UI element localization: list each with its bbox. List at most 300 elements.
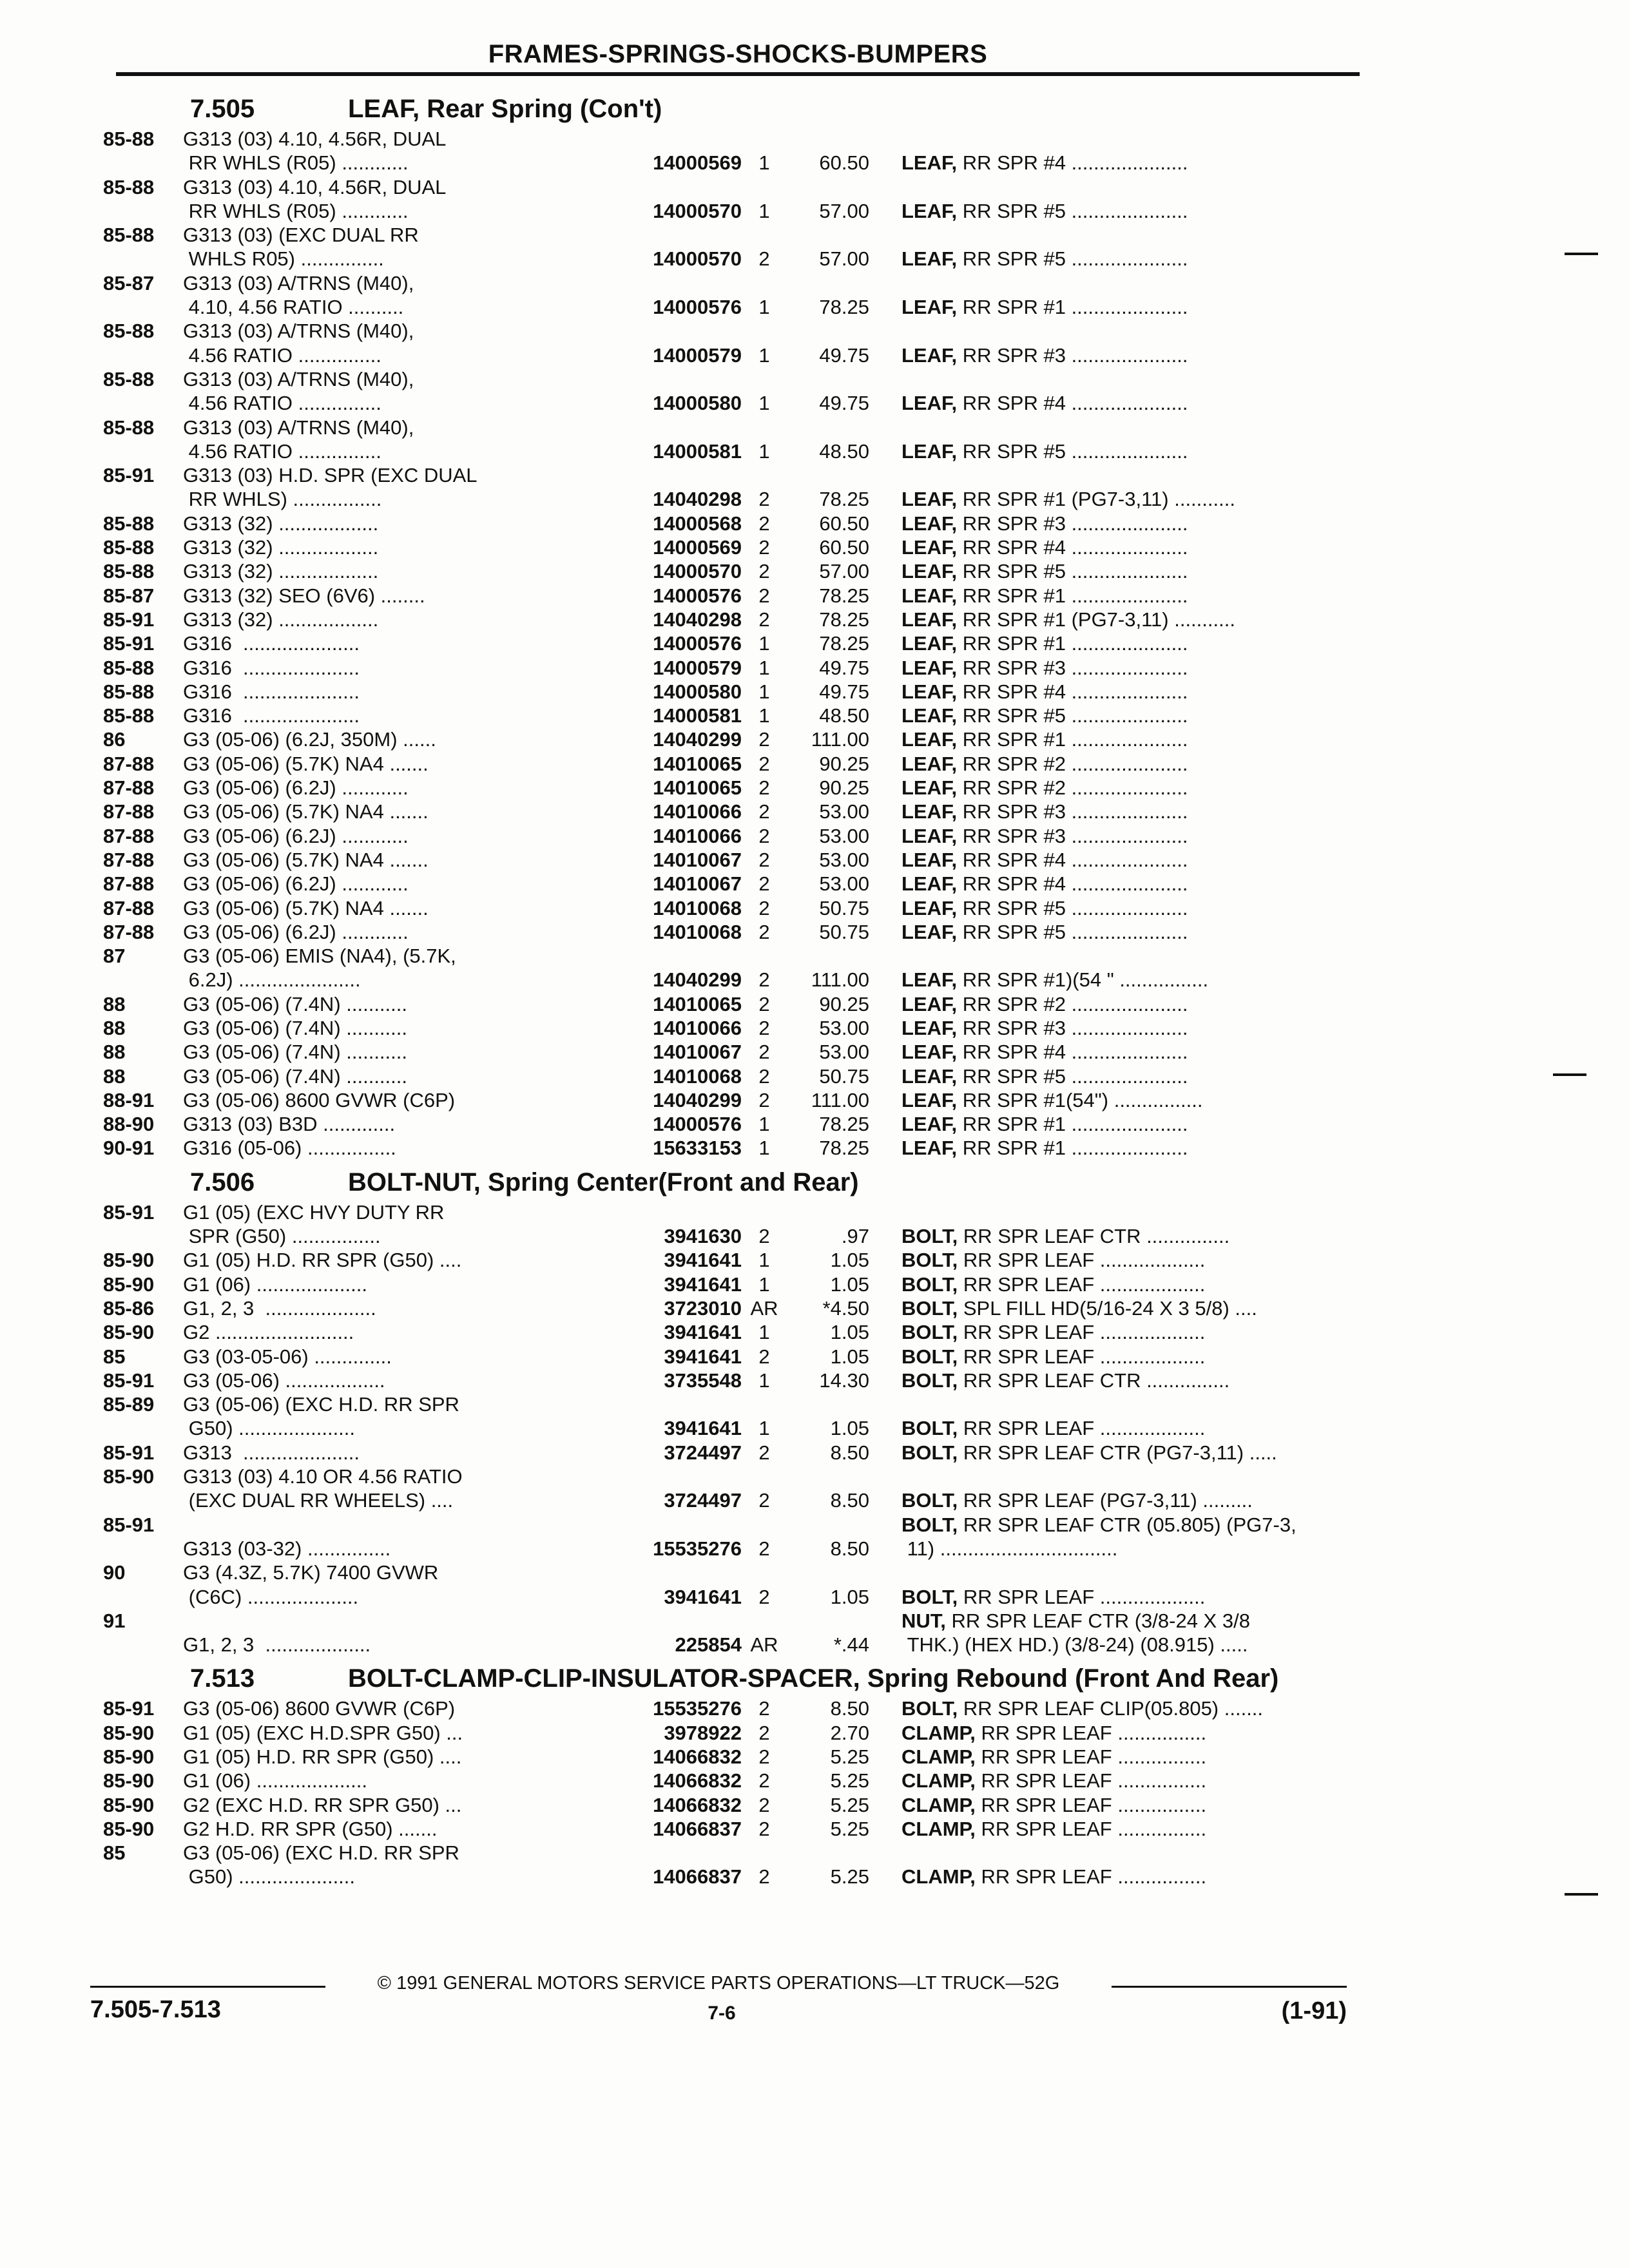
part-name-keyword: LEAF, bbox=[901, 968, 958, 992]
table-row bbox=[103, 1696, 1340, 1720]
quantity: 1 bbox=[758, 1113, 770, 1136]
price: 1.05 bbox=[830, 1417, 869, 1440]
quantity: 1 bbox=[758, 704, 770, 727]
part-name bbox=[901, 1769, 1373, 1792]
part-number: 14066837 bbox=[653, 1817, 742, 1840]
quantity: 1 bbox=[758, 1273, 770, 1296]
price: 90.25 bbox=[819, 776, 869, 800]
application-description: G3 (4.3Z, 5.7K) 7400 GVWR (C6C) .................... bbox=[183, 1561, 439, 1608]
table-row bbox=[103, 896, 1340, 920]
year-range: 85-88 bbox=[103, 536, 155, 559]
part-name-keyword: BOLT, bbox=[901, 1585, 958, 1608]
footer-rule-right bbox=[1112, 1986, 1347, 1988]
part-name-detail: RR SPR #4 ..................... bbox=[957, 151, 1188, 175]
table-row bbox=[103, 175, 1340, 224]
quantity: 1 bbox=[758, 1369, 770, 1392]
part-number: 14010066 bbox=[653, 1016, 742, 1039]
table-row bbox=[103, 727, 1340, 751]
part-name-keyword: BOLT, bbox=[901, 1345, 958, 1368]
part-number: 3941641 bbox=[664, 1249, 742, 1272]
part-number: 14000569 bbox=[653, 536, 742, 559]
table-row bbox=[103, 631, 1340, 655]
price: 57.00 bbox=[819, 199, 869, 222]
part-name-detail: RR SPR LEAF ................ bbox=[975, 1817, 1207, 1840]
application-description: G2 (EXC H.D. RR SPR G50) ... bbox=[183, 1793, 462, 1816]
part-name-detail: RR SPR LEAF ................... bbox=[958, 1321, 1206, 1344]
application-description: G313 (03) A/TRNS (M40), 4.56 RATIO ............... bbox=[183, 320, 414, 367]
application-description: G3 (05-06) (7.4N) ........... bbox=[183, 1041, 407, 1064]
table-row bbox=[103, 608, 1340, 631]
part-name-keyword: BOLT, bbox=[901, 1441, 958, 1464]
table-row bbox=[103, 1040, 1340, 1064]
quantity: 1 bbox=[758, 656, 770, 679]
application-description: G3 (05-06) (6.2J, 350M) ...... bbox=[183, 728, 436, 751]
part-name-keyword: LEAF, bbox=[901, 632, 958, 655]
part-name bbox=[901, 800, 1373, 823]
part-name bbox=[901, 776, 1373, 800]
part-name bbox=[901, 1721, 1373, 1745]
part-name bbox=[901, 1865, 1373, 1888]
price: 1.05 bbox=[830, 1321, 869, 1344]
price: 2.70 bbox=[830, 1721, 869, 1744]
application-description: G1 (05) H.D. RR SPR (G50) .... bbox=[183, 1745, 462, 1768]
application-description: G3 (05-06) (7.4N) ........... bbox=[183, 1016, 407, 1039]
part-name bbox=[901, 151, 1373, 175]
application-description: G313 (03) H.D. SPR (EXC DUAL RR WHLS) ................ bbox=[183, 464, 477, 511]
price: 8.50 bbox=[830, 1697, 869, 1720]
part-name-keyword: LEAF, bbox=[901, 728, 958, 751]
part-name-keyword: LEAF, bbox=[901, 247, 958, 271]
part-number: 14010068 bbox=[653, 1064, 742, 1088]
part-name-keyword: BOLT, bbox=[901, 1225, 958, 1248]
part-name-keyword: BOLT, bbox=[901, 1489, 958, 1512]
year-range: 87-88 bbox=[103, 896, 155, 919]
quantity: 2 bbox=[758, 488, 770, 511]
year-range: 85-89 bbox=[103, 1393, 155, 1416]
part-number: 14000579 bbox=[653, 656, 742, 679]
application-description: G1 (05) H.D. RR SPR (G50) .... bbox=[183, 1249, 462, 1272]
part-number: 14000581 bbox=[653, 704, 742, 727]
section-header bbox=[103, 1657, 1340, 1696]
part-name-detail: RR SPR #3 ..................... bbox=[957, 1016, 1188, 1039]
table-row bbox=[103, 1609, 1340, 1657]
application-description: G1 (05) (EXC HVY DUTY RR SPR (G50) ................ bbox=[183, 1200, 445, 1248]
part-name-keyword: CLAMP, bbox=[901, 1793, 976, 1816]
part-name-keyword: LEAF, bbox=[901, 1064, 958, 1088]
price: 50.75 bbox=[819, 896, 869, 919]
price: 53.00 bbox=[819, 872, 869, 896]
year-range: 85-91 bbox=[103, 1369, 155, 1392]
price: 49.75 bbox=[819, 656, 869, 679]
part-name bbox=[901, 872, 1373, 896]
part-name bbox=[901, 1416, 1373, 1440]
part-name-detail: RR SPR #1 (PG7-3,11) ........... bbox=[957, 488, 1235, 511]
price: 5.25 bbox=[830, 1769, 869, 1792]
part-name-detail: RR SPR #1 ..................... bbox=[957, 296, 1188, 319]
application-description: G3 (05-06) 8600 GVWR (C6P) bbox=[183, 1088, 456, 1111]
year-range: 85-88 bbox=[103, 175, 155, 198]
part-name-detail: RR SPR #2 ..................... bbox=[957, 752, 1188, 775]
part-name-keyword: LEAF, bbox=[901, 704, 958, 727]
title-rule bbox=[116, 72, 1360, 76]
section-title: BOLT-CLAMP-CLIP-INSULATOR-SPACER, Spring Rebound (Front And Rear) bbox=[348, 1664, 1279, 1693]
parts-catalog bbox=[103, 87, 1340, 1889]
part-name-keyword: BOLT, bbox=[901, 1417, 958, 1440]
part-number: 14010065 bbox=[653, 752, 742, 775]
part-name-keyword: LEAF, bbox=[901, 439, 958, 463]
table-row bbox=[103, 656, 1340, 680]
part-name bbox=[901, 535, 1373, 559]
part-name-keyword: LEAF, bbox=[901, 992, 958, 1015]
year-range: 85-88 bbox=[103, 560, 155, 583]
part-name-keyword: CLAMP, bbox=[901, 1721, 976, 1744]
year-range: 85-88 bbox=[103, 704, 155, 727]
part-number: 14000568 bbox=[653, 512, 742, 535]
table-row bbox=[103, 1248, 1340, 1272]
quantity: 2 bbox=[758, 512, 770, 535]
part-number: 14000581 bbox=[653, 439, 742, 463]
part-name bbox=[901, 1136, 1373, 1160]
application-description: G3 (05-06) (6.2J) ............ bbox=[183, 776, 409, 800]
price: 49.75 bbox=[819, 680, 869, 703]
quantity: 2 bbox=[758, 1793, 770, 1816]
part-name-detail: RR SPR #3 ..................... bbox=[957, 343, 1188, 367]
application-description: G1, 2, 3 ................... bbox=[183, 1633, 371, 1657]
year-range: 88 bbox=[103, 992, 126, 1015]
application-description: G1 (06) .................... bbox=[183, 1273, 367, 1296]
part-name bbox=[901, 1585, 1373, 1609]
application-description: G3 (05-06) EMIS (NA4), (5.7K, 6.2J) ...................... bbox=[183, 945, 456, 992]
part-name bbox=[901, 1320, 1373, 1344]
part-name-detail: RR SPR LEAF (PG7-3,11) ......... bbox=[958, 1489, 1253, 1512]
part-name bbox=[901, 1112, 1373, 1136]
footer-section-range: 7.505-7.513 bbox=[90, 1996, 221, 2023]
price: *4.50 bbox=[822, 1296, 869, 1320]
table-row bbox=[103, 1200, 1340, 1249]
quantity: 2 bbox=[758, 1817, 770, 1840]
price: 53.00 bbox=[819, 1041, 869, 1064]
part-name-detail: RR SPR #5 ..................... bbox=[957, 896, 1188, 919]
year-range: 85-88 bbox=[103, 224, 155, 247]
quantity: 1 bbox=[758, 392, 770, 415]
part-name bbox=[901, 1369, 1373, 1392]
price: 78.25 bbox=[819, 1137, 869, 1160]
price: 78.25 bbox=[819, 1113, 869, 1136]
part-number: 14010065 bbox=[653, 992, 742, 1015]
application-description: G3 (05-06) (6.2J) ............ bbox=[183, 824, 409, 847]
year-range: 87-88 bbox=[103, 776, 155, 800]
part-name bbox=[901, 631, 1373, 655]
part-number: 14040298 bbox=[653, 488, 742, 511]
part-name-keyword: LEAF, bbox=[901, 824, 958, 847]
price: .97 bbox=[841, 1225, 869, 1248]
application-description: G1 (06) .................... bbox=[183, 1769, 367, 1792]
application-description: G3 (05-06) (6.2J) ............ bbox=[183, 920, 409, 943]
year-range: 86 bbox=[103, 728, 126, 751]
table-row bbox=[103, 1016, 1340, 1040]
part-number: 14010068 bbox=[653, 920, 742, 943]
part-number: 3941630 bbox=[664, 1225, 742, 1248]
table-row bbox=[103, 752, 1340, 776]
quantity: 2 bbox=[758, 872, 770, 896]
year-range: 87 bbox=[103, 945, 126, 968]
part-name-detail: RR SPR LEAF ................... bbox=[958, 1249, 1206, 1272]
quantity: 2 bbox=[758, 968, 770, 992]
table-row bbox=[103, 1817, 1340, 1841]
part-number: 3724497 bbox=[664, 1441, 742, 1464]
part-number: 3941641 bbox=[664, 1345, 742, 1368]
quantity: 2 bbox=[758, 1489, 770, 1512]
part-name-detail: SPL FILL HD(5/16-24 X 3 5/8) .... bbox=[958, 1296, 1257, 1320]
application-description: G2 ......................... bbox=[183, 1321, 354, 1344]
part-name-keyword: LEAF, bbox=[901, 343, 958, 367]
part-name-keyword: LEAF, bbox=[901, 488, 958, 511]
part-name bbox=[901, 1224, 1373, 1248]
price: 78.25 bbox=[819, 584, 869, 607]
part-number: 14040298 bbox=[653, 608, 742, 631]
part-number: 3724497 bbox=[664, 1489, 742, 1512]
quantity: AR bbox=[750, 1296, 778, 1320]
part-name bbox=[901, 1088, 1373, 1112]
year-range: 85-88 bbox=[103, 656, 155, 679]
part-name bbox=[901, 1016, 1373, 1040]
part-name bbox=[901, 343, 1373, 367]
year-range: 85-91 bbox=[103, 632, 155, 655]
price: 78.25 bbox=[819, 632, 869, 655]
part-name bbox=[901, 1793, 1373, 1817]
page-title: FRAMES-SPRINGS-SHOCKS-BUMPERS bbox=[488, 40, 988, 68]
part-name bbox=[901, 992, 1373, 1016]
application-description: G313 (03) A/TRNS (M40), 4.10, 4.56 RATIO .......... bbox=[183, 271, 414, 319]
year-range: 87-88 bbox=[103, 752, 155, 775]
application-description: G313 (03) A/TRNS (M40), 4.56 RATIO ............... bbox=[183, 416, 414, 463]
price: 50.75 bbox=[819, 920, 869, 943]
part-name-keyword: LEAF, bbox=[901, 752, 958, 775]
application-description: G313 (32) SEO (6V6) ........ bbox=[183, 584, 425, 607]
table-row bbox=[103, 271, 1340, 320]
year-range: 85 bbox=[103, 1345, 126, 1368]
table-row bbox=[103, 1273, 1340, 1296]
quantity: 2 bbox=[758, 1769, 770, 1792]
application-description: G3 (05-06) (5.7K) NA4 ....... bbox=[183, 800, 429, 823]
part-name bbox=[901, 968, 1373, 992]
table-row bbox=[103, 1721, 1340, 1745]
part-number: 3941641 bbox=[664, 1273, 742, 1296]
quantity: 2 bbox=[758, 1016, 770, 1039]
part-name bbox=[901, 487, 1373, 511]
quantity: 2 bbox=[758, 1041, 770, 1064]
application-description: G3 (05-06) (7.4N) ........... bbox=[183, 1064, 407, 1088]
part-number: 14010067 bbox=[653, 1041, 742, 1064]
year-range: 85-88 bbox=[103, 128, 155, 150]
price: 111.00 bbox=[811, 1088, 869, 1111]
part-name-detail: RR SPR LEAF ................... bbox=[958, 1273, 1206, 1296]
part-name-keyword: BOLT, bbox=[901, 1249, 958, 1272]
year-range: 88 bbox=[103, 1016, 126, 1039]
part-number: 14010068 bbox=[653, 896, 742, 919]
quantity: 2 bbox=[758, 1064, 770, 1088]
table-row bbox=[103, 1112, 1340, 1136]
part-name-detail: RR SPR LEAF ................ bbox=[975, 1793, 1207, 1816]
part-name bbox=[901, 439, 1373, 463]
part-name bbox=[901, 848, 1373, 872]
quantity: 2 bbox=[758, 1865, 770, 1888]
price: 8.50 bbox=[830, 1489, 869, 1512]
year-range: 85-90 bbox=[103, 1249, 155, 1272]
part-number: 14010067 bbox=[653, 872, 742, 896]
part-name-keyword: LEAF, bbox=[901, 1016, 958, 1039]
price: 53.00 bbox=[819, 1016, 869, 1039]
part-number: 14000580 bbox=[653, 392, 742, 415]
application-description: G3 (05-06) (EXC H.D. RR SPR G50) ..................... bbox=[183, 1841, 459, 1888]
part-name bbox=[901, 727, 1373, 751]
part-name-detail: RR SPR #4 ..................... bbox=[957, 848, 1188, 871]
price: 53.00 bbox=[819, 824, 869, 847]
price: 111.00 bbox=[811, 728, 869, 751]
price: 8.50 bbox=[830, 1441, 869, 1464]
year-range: 85-91 bbox=[103, 1697, 155, 1720]
quantity: 1 bbox=[758, 1137, 770, 1160]
part-name-detail: RR SPR LEAF ................... bbox=[958, 1345, 1206, 1368]
application-description: G313 (03) (EXC DUAL RR WHLS R05) ............... bbox=[183, 224, 419, 271]
application-description: G313 (32) .................. bbox=[183, 512, 379, 535]
part-name-detail: RR SPR #1)(54 " ................ bbox=[957, 968, 1209, 992]
quantity: 2 bbox=[758, 560, 770, 583]
application-description: G313 (32) .................. bbox=[183, 536, 379, 559]
margin-mark bbox=[1565, 1893, 1598, 1896]
application-description: G2 H.D. RR SPR (G50) ....... bbox=[183, 1817, 438, 1840]
part-number: 3941641 bbox=[664, 1417, 742, 1440]
part-name bbox=[901, 1513, 1373, 1561]
application-description: G313 (32) .................. bbox=[183, 560, 379, 583]
part-number: 3978922 bbox=[664, 1721, 742, 1744]
quantity: 1 bbox=[758, 1249, 770, 1272]
quantity: 2 bbox=[758, 536, 770, 559]
quantity: 1 bbox=[758, 151, 770, 175]
application-description: G1, 2, 3 .................... bbox=[183, 1296, 376, 1320]
part-name-keyword: LEAF, bbox=[901, 1088, 958, 1111]
application-description: G316 ..................... bbox=[183, 656, 360, 679]
part-number: 225854 bbox=[675, 1633, 742, 1657]
year-range: 85-90 bbox=[103, 1817, 155, 1840]
part-name bbox=[901, 1745, 1373, 1769]
part-name-detail: RR SPR LEAF CTR (3/8-24 X 3/8 THK.) (HEX HD.) (3/8-24) (08.915) ..... bbox=[907, 1609, 1250, 1657]
section-title: LEAF, Rear Spring (Con't) bbox=[348, 95, 662, 123]
part-number: 3941641 bbox=[664, 1321, 742, 1344]
section-number: 7.506 bbox=[190, 1168, 255, 1196]
table-row bbox=[103, 1345, 1340, 1369]
part-name-keyword: LEAF, bbox=[901, 1137, 958, 1160]
year-range: 85-88 bbox=[103, 320, 155, 343]
year-range: 88-91 bbox=[103, 1088, 155, 1111]
part-number: 14000569 bbox=[653, 151, 742, 175]
part-name-keyword: BOLT, bbox=[901, 1369, 958, 1392]
part-name-keyword: LEAF, bbox=[901, 608, 958, 631]
part-name-keyword: LEAF, bbox=[901, 920, 958, 943]
application-description: G3 (05-06) (5.7K) NA4 ....... bbox=[183, 848, 429, 871]
price: 53.00 bbox=[819, 800, 869, 823]
application-description: G3 (05-06) (6.2J) ............ bbox=[183, 872, 409, 896]
table-row bbox=[103, 992, 1340, 1016]
quantity: 1 bbox=[758, 343, 770, 367]
part-number: 14040299 bbox=[653, 1088, 742, 1111]
part-name-keyword: LEAF, bbox=[901, 392, 958, 415]
application-description: G316 (05-06) ................ bbox=[183, 1137, 396, 1160]
price: 1.05 bbox=[830, 1273, 869, 1296]
part-name bbox=[901, 920, 1373, 944]
year-range: 85-90 bbox=[103, 1721, 155, 1744]
year-range: 85-90 bbox=[103, 1273, 155, 1296]
table-row bbox=[103, 367, 1340, 416]
year-range: 85-90 bbox=[103, 1793, 155, 1816]
price: 57.00 bbox=[819, 560, 869, 583]
table-row bbox=[103, 848, 1340, 872]
part-name bbox=[901, 1345, 1373, 1369]
table-row bbox=[103, 559, 1340, 583]
year-range: 85-91 bbox=[103, 1513, 155, 1536]
part-name-detail: RR SPR #1 ..................... bbox=[957, 728, 1188, 751]
year-range: 85-87 bbox=[103, 271, 155, 294]
part-name-detail: RR SPR #4 ..................... bbox=[957, 1041, 1188, 1064]
price: 60.50 bbox=[819, 536, 869, 559]
part-name-detail: RR SPR LEAF ................ bbox=[975, 1745, 1207, 1768]
year-range: 85-90 bbox=[103, 1321, 155, 1344]
price: 49.75 bbox=[819, 343, 869, 367]
part-name bbox=[901, 1696, 1373, 1720]
quantity: 1 bbox=[758, 199, 770, 222]
part-name-keyword: LEAF, bbox=[901, 1041, 958, 1064]
application-description: G313 (03) B3D ............. bbox=[183, 1113, 396, 1136]
part-name-keyword: BOLT, bbox=[901, 1697, 958, 1720]
year-range: 85-91 bbox=[103, 1200, 155, 1224]
year-range: 85-90 bbox=[103, 1745, 155, 1768]
part-name-detail: RR SPR #5 ..................... bbox=[957, 199, 1188, 222]
quantity: 2 bbox=[758, 584, 770, 607]
price: 5.25 bbox=[830, 1817, 869, 1840]
application-description: G313 (32) .................. bbox=[183, 608, 379, 631]
application-description: G1 (05) (EXC H.D.SPR G50) ... bbox=[183, 1721, 463, 1744]
part-name-keyword: LEAF, bbox=[901, 872, 958, 896]
quantity: 2 bbox=[758, 848, 770, 871]
price: 48.50 bbox=[819, 439, 869, 463]
table-row bbox=[103, 824, 1340, 848]
part-name bbox=[901, 704, 1373, 727]
table-row bbox=[103, 1441, 1340, 1465]
year-range: 85-88 bbox=[103, 367, 155, 390]
quantity: 2 bbox=[758, 728, 770, 751]
part-name-keyword: LEAF, bbox=[901, 199, 958, 222]
price: 1.05 bbox=[830, 1249, 869, 1272]
year-range: 85-88 bbox=[103, 416, 155, 439]
part-name bbox=[901, 1441, 1373, 1465]
quantity: 2 bbox=[758, 247, 770, 271]
part-name-keyword: NUT, bbox=[901, 1609, 946, 1632]
quantity: 2 bbox=[758, 608, 770, 631]
price: 90.25 bbox=[819, 752, 869, 775]
part-name-keyword: LEAF, bbox=[901, 800, 958, 823]
part-number: 14000576 bbox=[653, 296, 742, 319]
quantity: 2 bbox=[758, 824, 770, 847]
part-name-keyword: CLAMP, bbox=[901, 1745, 976, 1768]
quantity: 2 bbox=[758, 1585, 770, 1608]
quantity: 1 bbox=[758, 439, 770, 463]
part-name bbox=[901, 1273, 1373, 1296]
application-description: G3 (05-06) (EXC H.D. RR SPR G50) ..................... bbox=[183, 1393, 459, 1440]
part-name-keyword: CLAMP, bbox=[901, 1865, 976, 1888]
table-row bbox=[103, 127, 1340, 175]
section-number: 7.505 bbox=[190, 95, 255, 123]
table-row bbox=[103, 1769, 1340, 1792]
